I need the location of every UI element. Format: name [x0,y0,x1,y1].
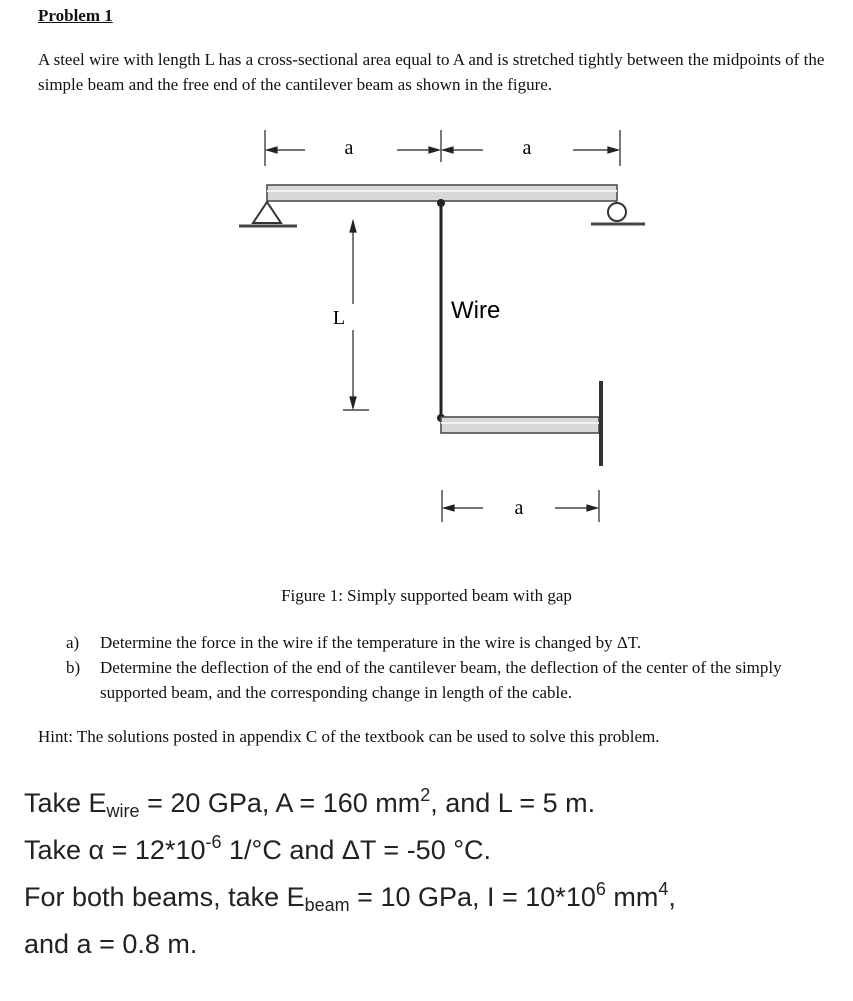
problem-title: Problem 1 [38,6,113,25]
superscript: 6 [595,879,606,899]
figure-caption: Figure 1: Simply supported beam with gap [281,586,572,605]
arrowhead [444,505,454,511]
simple-beam [267,185,617,201]
roller-support [608,203,626,221]
arrowhead [350,221,356,232]
given-line-thermal [24,827,676,874]
arrowhead [608,147,618,153]
question-list [66,630,836,705]
superscript: 2 [420,785,431,805]
question-item [66,655,836,705]
label-a-top-left: a [344,137,354,159]
subscript: wire [106,801,140,821]
superscript: 4 [658,879,669,899]
beam-figure [225,118,645,543]
beam-diagram [225,118,645,538]
pin-support [253,202,281,223]
arrowhead [350,397,356,408]
given-values [24,780,676,968]
label-a-top-right: a [522,137,532,159]
given-text: = 20 GPa, A = 160 mm [139,788,421,818]
arrowhead [443,147,453,153]
arrowhead [429,147,439,153]
superscript: -6 [205,832,222,852]
given-text: For both beams, take E [24,882,305,912]
question-text: Determine the force in the wire if the temperature in the wire is changed by ΔT. [100,633,642,652]
given-text: Take α = 12*10 [24,835,206,865]
label-a-bottom: a [514,497,524,519]
problem-statement: A steel wire with length L has a cross-sectional area equal to A and is stretched tightly between the midpoints of the simple beam and the free end of the cantilever beam as shown in the figure. [38,50,825,94]
question-marker: a) [66,633,80,652]
given-text: , and L = 5 m. [430,788,596,818]
arrowhead [267,147,277,153]
given-line-a: and a = 0.8 m. [24,929,198,959]
given-text: Take E [24,788,107,818]
given-line-beam [24,874,676,921]
label-L: L [332,307,346,329]
subscript: beam [304,895,350,915]
given-text: = 10 GPa, I = 10*10 [349,882,596,912]
given-text: , [668,882,676,912]
given-text: mm [605,882,659,912]
given-line-wire [24,780,676,827]
question-marker: b) [66,658,81,677]
arrowhead [587,505,597,511]
question-item [66,630,836,655]
hint-text: Hint: The solutions posted in appendix C of the textbook can be used to solve this problem. [38,727,660,746]
label-wire: Wire [451,297,501,324]
question-text: Determine the deflection of the end of the cantilever beam, the deflection of the center of the simply supported beam, and the corresponding change in length of the cable. [100,658,782,702]
cantilever-beam [441,417,599,433]
given-text: 1/°C and ΔT = -50 °C. [221,835,492,865]
